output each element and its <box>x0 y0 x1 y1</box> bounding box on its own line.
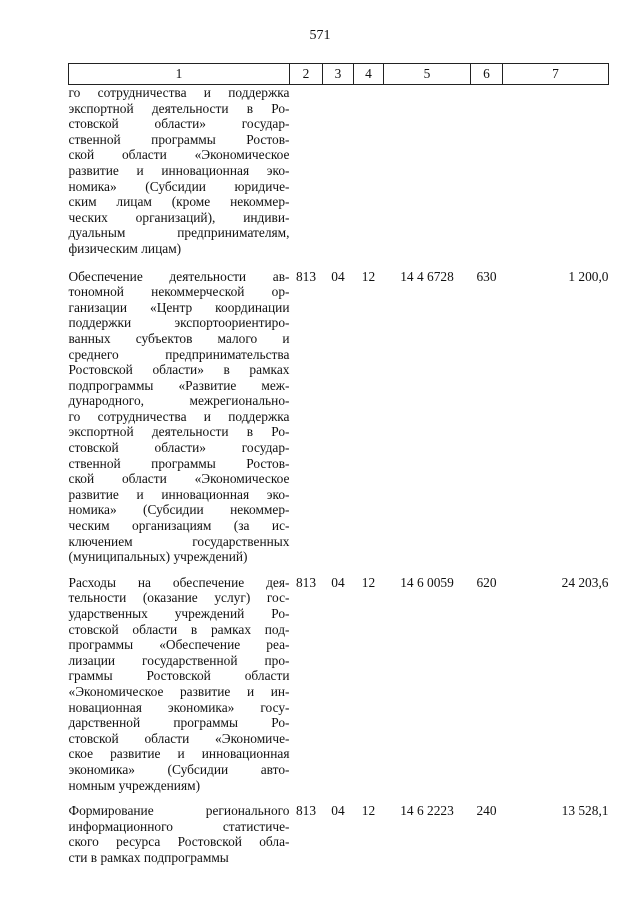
description-line: стовской области «Экономиче- <box>68 730 290 746</box>
table-row <box>69 269 609 575</box>
page-number: 571 <box>309 28 331 43</box>
description-line: новационная экономика» госу- <box>68 699 290 715</box>
description-line: развитие и инновационная эко- <box>68 486 290 502</box>
expense-type-code: 620 <box>476 574 497 590</box>
amount: 24 203,6 <box>561 574 609 590</box>
ministry-code: 813 <box>295 574 317 590</box>
budget-table <box>68 63 609 876</box>
description-line: экономика» (Субсидии авто- <box>68 761 290 777</box>
description-line: экспортной деятельности в Ро- <box>68 100 290 116</box>
header-col-4: 4 <box>354 64 384 85</box>
subsection-code: 12 <box>361 268 376 284</box>
description-line: го сотрудничества и поддержка <box>68 85 290 100</box>
subsection-code: 12 <box>361 803 376 819</box>
table-row <box>69 85 609 269</box>
description-line: ское развитие и инновационная <box>68 746 290 762</box>
description-line: ской области «Экономическое <box>68 147 290 163</box>
description-line: лизации государственной про- <box>68 652 290 668</box>
header-col-7: 7 <box>503 64 609 85</box>
subsection-code: 12 <box>361 574 376 590</box>
description-line: дуальным предпринимателям, <box>68 225 290 241</box>
amount <box>503 85 609 269</box>
description-line: ственной программы Ростов- <box>68 131 290 147</box>
description-line: ческих организаций), индиви- <box>68 209 290 225</box>
description-line: ского ресурса Ростовской обла- <box>68 834 290 850</box>
expense-type-code <box>471 85 503 269</box>
description-line: (муниципальных) учреждений) <box>68 549 248 565</box>
description-line: тономной некоммерческой ор- <box>68 284 290 300</box>
description-line: сти в рамках подпрограммы <box>68 849 229 865</box>
description-line: информационного статистиче- <box>68 818 290 834</box>
table-row <box>69 803 609 875</box>
target-article-code <box>384 85 471 269</box>
expense-type-code: 630 <box>476 268 497 284</box>
header-col-3: 3 <box>323 64 354 85</box>
description-line: номика» (Субсидии юридиче- <box>68 178 290 194</box>
description-line: Расходы на обеспечение дея- <box>68 574 290 590</box>
description-line: подпрограммы «Развитие меж- <box>68 377 290 393</box>
description-line: Обеспечение деятельности ав- <box>68 268 290 284</box>
description-line: физическим лицам) <box>68 240 182 256</box>
ministry-code: 813 <box>295 268 317 284</box>
row-description <box>69 575 290 803</box>
section-code <box>323 85 354 269</box>
description-line: ганизации «Центр координации <box>68 299 290 315</box>
row-description <box>69 85 290 269</box>
ministry-code <box>290 85 323 269</box>
header-col-5: 5 <box>384 64 471 85</box>
description-line: дарственной программы Ро- <box>68 715 290 731</box>
table-body <box>69 85 609 876</box>
description-line: ванных субъектов малого и <box>68 330 290 346</box>
description-line: ственной программы Ростов- <box>68 455 290 471</box>
description-line: программы «Обеспечение реа- <box>68 637 290 653</box>
description-line: стовской области» государ- <box>68 116 290 132</box>
description-line: развитие и инновационная эко- <box>68 162 290 178</box>
description-line: Формирование регионального <box>68 803 290 819</box>
section-code: 04 <box>331 268 345 284</box>
amount: 1 200,0 <box>568 268 609 284</box>
description-line: ческим организациям (за ис- <box>68 518 290 534</box>
header-col-2: 2 <box>290 64 323 85</box>
table-header <box>69 64 609 85</box>
description-line: стовской области в рамках под- <box>68 621 290 637</box>
description-line: дународного, межрегионально- <box>68 393 290 409</box>
header-col-6: 6 <box>471 64 503 85</box>
target-article-code: 14 6 0059 <box>400 574 454 590</box>
row-description <box>69 803 290 875</box>
section-code: 04 <box>331 574 345 590</box>
description-line: поддержки экспортоориентиро- <box>68 315 290 331</box>
row-description <box>69 269 290 575</box>
description-line: ударственных учреждений Ро- <box>68 606 290 621</box>
description-line: номика» (Субсидии некоммер- <box>68 502 290 518</box>
description-line: тельности (оказание услуг) гос- <box>68 590 290 606</box>
description-line: Ростовской области» в рамках <box>68 362 290 378</box>
description-line: ской области «Экономическое <box>68 471 290 487</box>
description-line: ским лицам (кроме некоммер- <box>68 194 290 210</box>
description-line: «Экономическое развитие и ин- <box>68 683 290 699</box>
description-line: го сотрудничества и поддержка <box>68 408 290 424</box>
expense-type-code: 240 <box>476 803 497 819</box>
description-line: экспортной деятельности в Ро- <box>68 424 290 440</box>
target-article-code: 14 6 2223 <box>400 803 454 819</box>
amount: 13 528,1 <box>561 803 609 819</box>
subsection-code <box>354 85 384 269</box>
description-line: ключением государственных <box>68 533 290 549</box>
description-line: стовской области» государ- <box>68 440 290 456</box>
table-row <box>69 575 609 803</box>
description-line: среднего предпринимательства <box>68 346 290 362</box>
description-line: граммы Ростовской области <box>68 668 290 684</box>
header-col-1: 1 <box>69 64 290 85</box>
section-code: 04 <box>331 803 345 819</box>
description-line: номным учреждениям) <box>68 777 201 793</box>
target-article-code: 14 4 6728 <box>400 268 454 284</box>
ministry-code: 813 <box>295 803 317 819</box>
